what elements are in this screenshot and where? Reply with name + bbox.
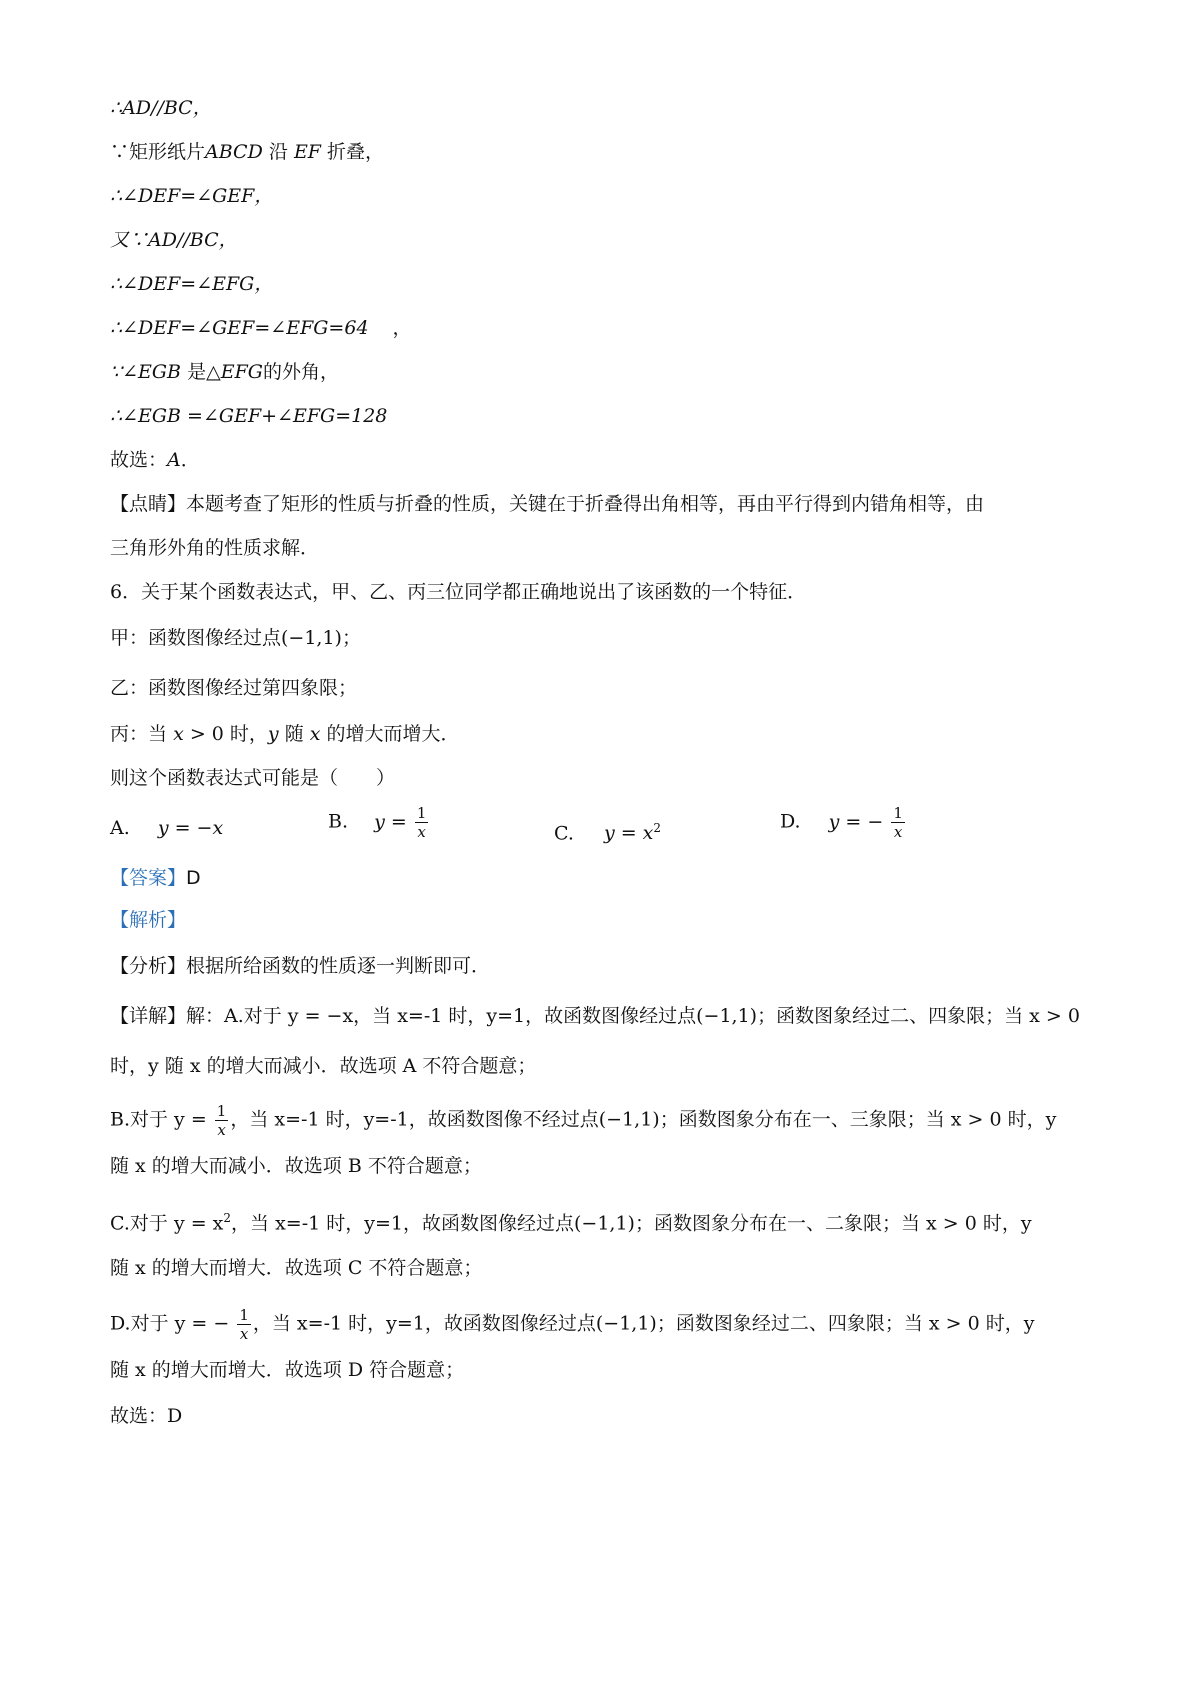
text-segment: x (173, 723, 184, 745)
text-segment: > 0 时， (183, 723, 268, 745)
detail-a-line-1: 【详解】解：A.对于 y = −x，当 x=-1 时，y=1，故函数图像经过点(−1,1)；函数图象经过二、四象限；当 x > 0 (110, 1005, 1080, 1027)
denominator: x (217, 1121, 226, 1139)
proof-line-5: ∴∠DEF=∠EFG， (110, 273, 274, 295)
proof-line-8: ∴∠EGB =∠GEF+∠EFG=128 (110, 405, 388, 427)
option-b (328, 804, 430, 841)
dianjing-line-1: 【点睛】本题考查了矩形的性质与折叠的性质，关键在于折叠得出角相等，再由平行得到内错角相等，由 (110, 493, 985, 515)
text-segment: ∵矩形纸片 (110, 141, 206, 163)
option-a (110, 814, 223, 842)
option-label: C. (554, 822, 574, 845)
option-formula: y = −x (157, 817, 224, 839)
fraction (891, 804, 905, 841)
option-label: B. (328, 810, 349, 833)
numerator: 1 (893, 804, 903, 822)
text-segment: x (309, 723, 321, 745)
exponent: 2 (653, 821, 662, 835)
detail-c-line-1 (110, 1204, 1032, 1237)
numerator: 1 (216, 1102, 227, 1120)
detail-d-line-1 (110, 1306, 1034, 1343)
text-segment: ，当 x=-1 时，y=1，故函数图像经过点(−1,1)；函数图象分布在一、二象限；当 x > 0 时，y (231, 1212, 1032, 1235)
text-segment: 沿 (268, 141, 288, 163)
question-6-stem: 6．关于某个函数表达式，甲、乙、丙三位同学都正确地说出了该函数的一个特征． (110, 581, 807, 603)
proof-line-3: ∴∠DEF=∠GEF， (110, 185, 274, 207)
fenxi-line: 【分析】根据所给函数的性质逐一判断即可． (110, 955, 491, 977)
proof-line-6 (110, 314, 412, 342)
analysis-tag: 【解析】 (110, 909, 187, 931)
detail-a-line-2: 时，y 随 x 的增大而减小．故选项 A 不符合题意； (110, 1055, 537, 1077)
exponent: 2 (223, 1211, 232, 1225)
proof-line-4: 又∵AD//BC， (110, 229, 238, 251)
detail-b-line-2: 随 x 的增大而减小．故选项 B 不符合题意； (110, 1155, 482, 1177)
text-segment: ，当 x=-1 时，y=1，故函数图像经过点(−1,1)；函数图象经过二、四象限；当 x > 0 时，y (252, 1312, 1035, 1335)
text-segment: ∴∠DEF=∠GEF=∠EFG=64 (110, 317, 369, 339)
detail-c-line-2: 随 x 的增大而增大．故选项 C 不符合题意； (110, 1257, 483, 1279)
text-segment: 丙：当 (110, 723, 168, 745)
option-formula: y = − (828, 810, 884, 833)
dianjing-line-2: 三角形外角的性质求解． (110, 537, 320, 559)
text-segment: EF (293, 141, 321, 163)
text-segment: ，当 x=-1 时，y=-1，故函数图像不经过点(−1,1)；函数图象分布在一、三象限；当 x > 0 时，y (230, 1108, 1057, 1131)
text-segment: B.对于 y = (110, 1108, 207, 1131)
proof-line-7 (110, 358, 339, 386)
detail-d-line-2: 随 x 的增大而增大．故选项 D 符合题意； (110, 1359, 465, 1381)
question-6-options (110, 804, 1110, 854)
proof-line-1: ∴AD//BC， (110, 97, 212, 119)
question-6-jia: 甲：函数图像经过点(−1,1)； (110, 627, 361, 649)
fraction (237, 1306, 251, 1343)
text-segment: ABCD (205, 141, 263, 163)
question-6-bing (110, 720, 460, 748)
numerator: 1 (239, 1306, 249, 1324)
answer-tag: 【答案】 (110, 867, 187, 889)
text-segment: ∵∠EGB (110, 361, 182, 383)
proof-line-9 (110, 446, 200, 474)
final-answer-line: 故选：D (110, 1405, 183, 1427)
text-segment: A (167, 449, 181, 471)
proof-line-2 (110, 138, 384, 166)
text-segment: 折叠， (327, 141, 385, 163)
question-6-ask: 则这个函数表达式可能是（ ） (110, 767, 396, 789)
fraction (215, 1102, 229, 1139)
text-segment: 随 (284, 723, 304, 745)
text-segment: 是△ (187, 361, 221, 383)
option-formula: y = (374, 810, 407, 833)
text-segment: EFG (220, 361, 263, 383)
option-label: D. (780, 810, 801, 833)
answer-line (110, 864, 201, 892)
text-segment: D.对于 y = − (110, 1312, 230, 1335)
question-6-yi: 乙：函数图像经过第四象限； (110, 677, 358, 699)
text-segment: ， (392, 317, 412, 339)
text-segment: 的增大而增大． (326, 723, 460, 745)
option-label: A. (110, 817, 130, 839)
numerator: 1 (416, 804, 427, 822)
denominator: x (893, 823, 903, 841)
option-c (554, 814, 661, 847)
option-formula: y = x (603, 822, 654, 845)
detail-b-line-1 (110, 1102, 1056, 1139)
fraction (415, 804, 429, 841)
option-d (780, 804, 907, 841)
denominator: x (239, 1325, 249, 1343)
text-segment: C.对于 y = x (110, 1212, 224, 1235)
denominator: x (417, 823, 426, 841)
text-segment: ． (180, 449, 200, 471)
text-segment: y (267, 723, 279, 745)
text-segment: 故选： (110, 449, 168, 471)
answer-value: D (186, 867, 201, 889)
text-segment: 的外角， (262, 361, 339, 383)
